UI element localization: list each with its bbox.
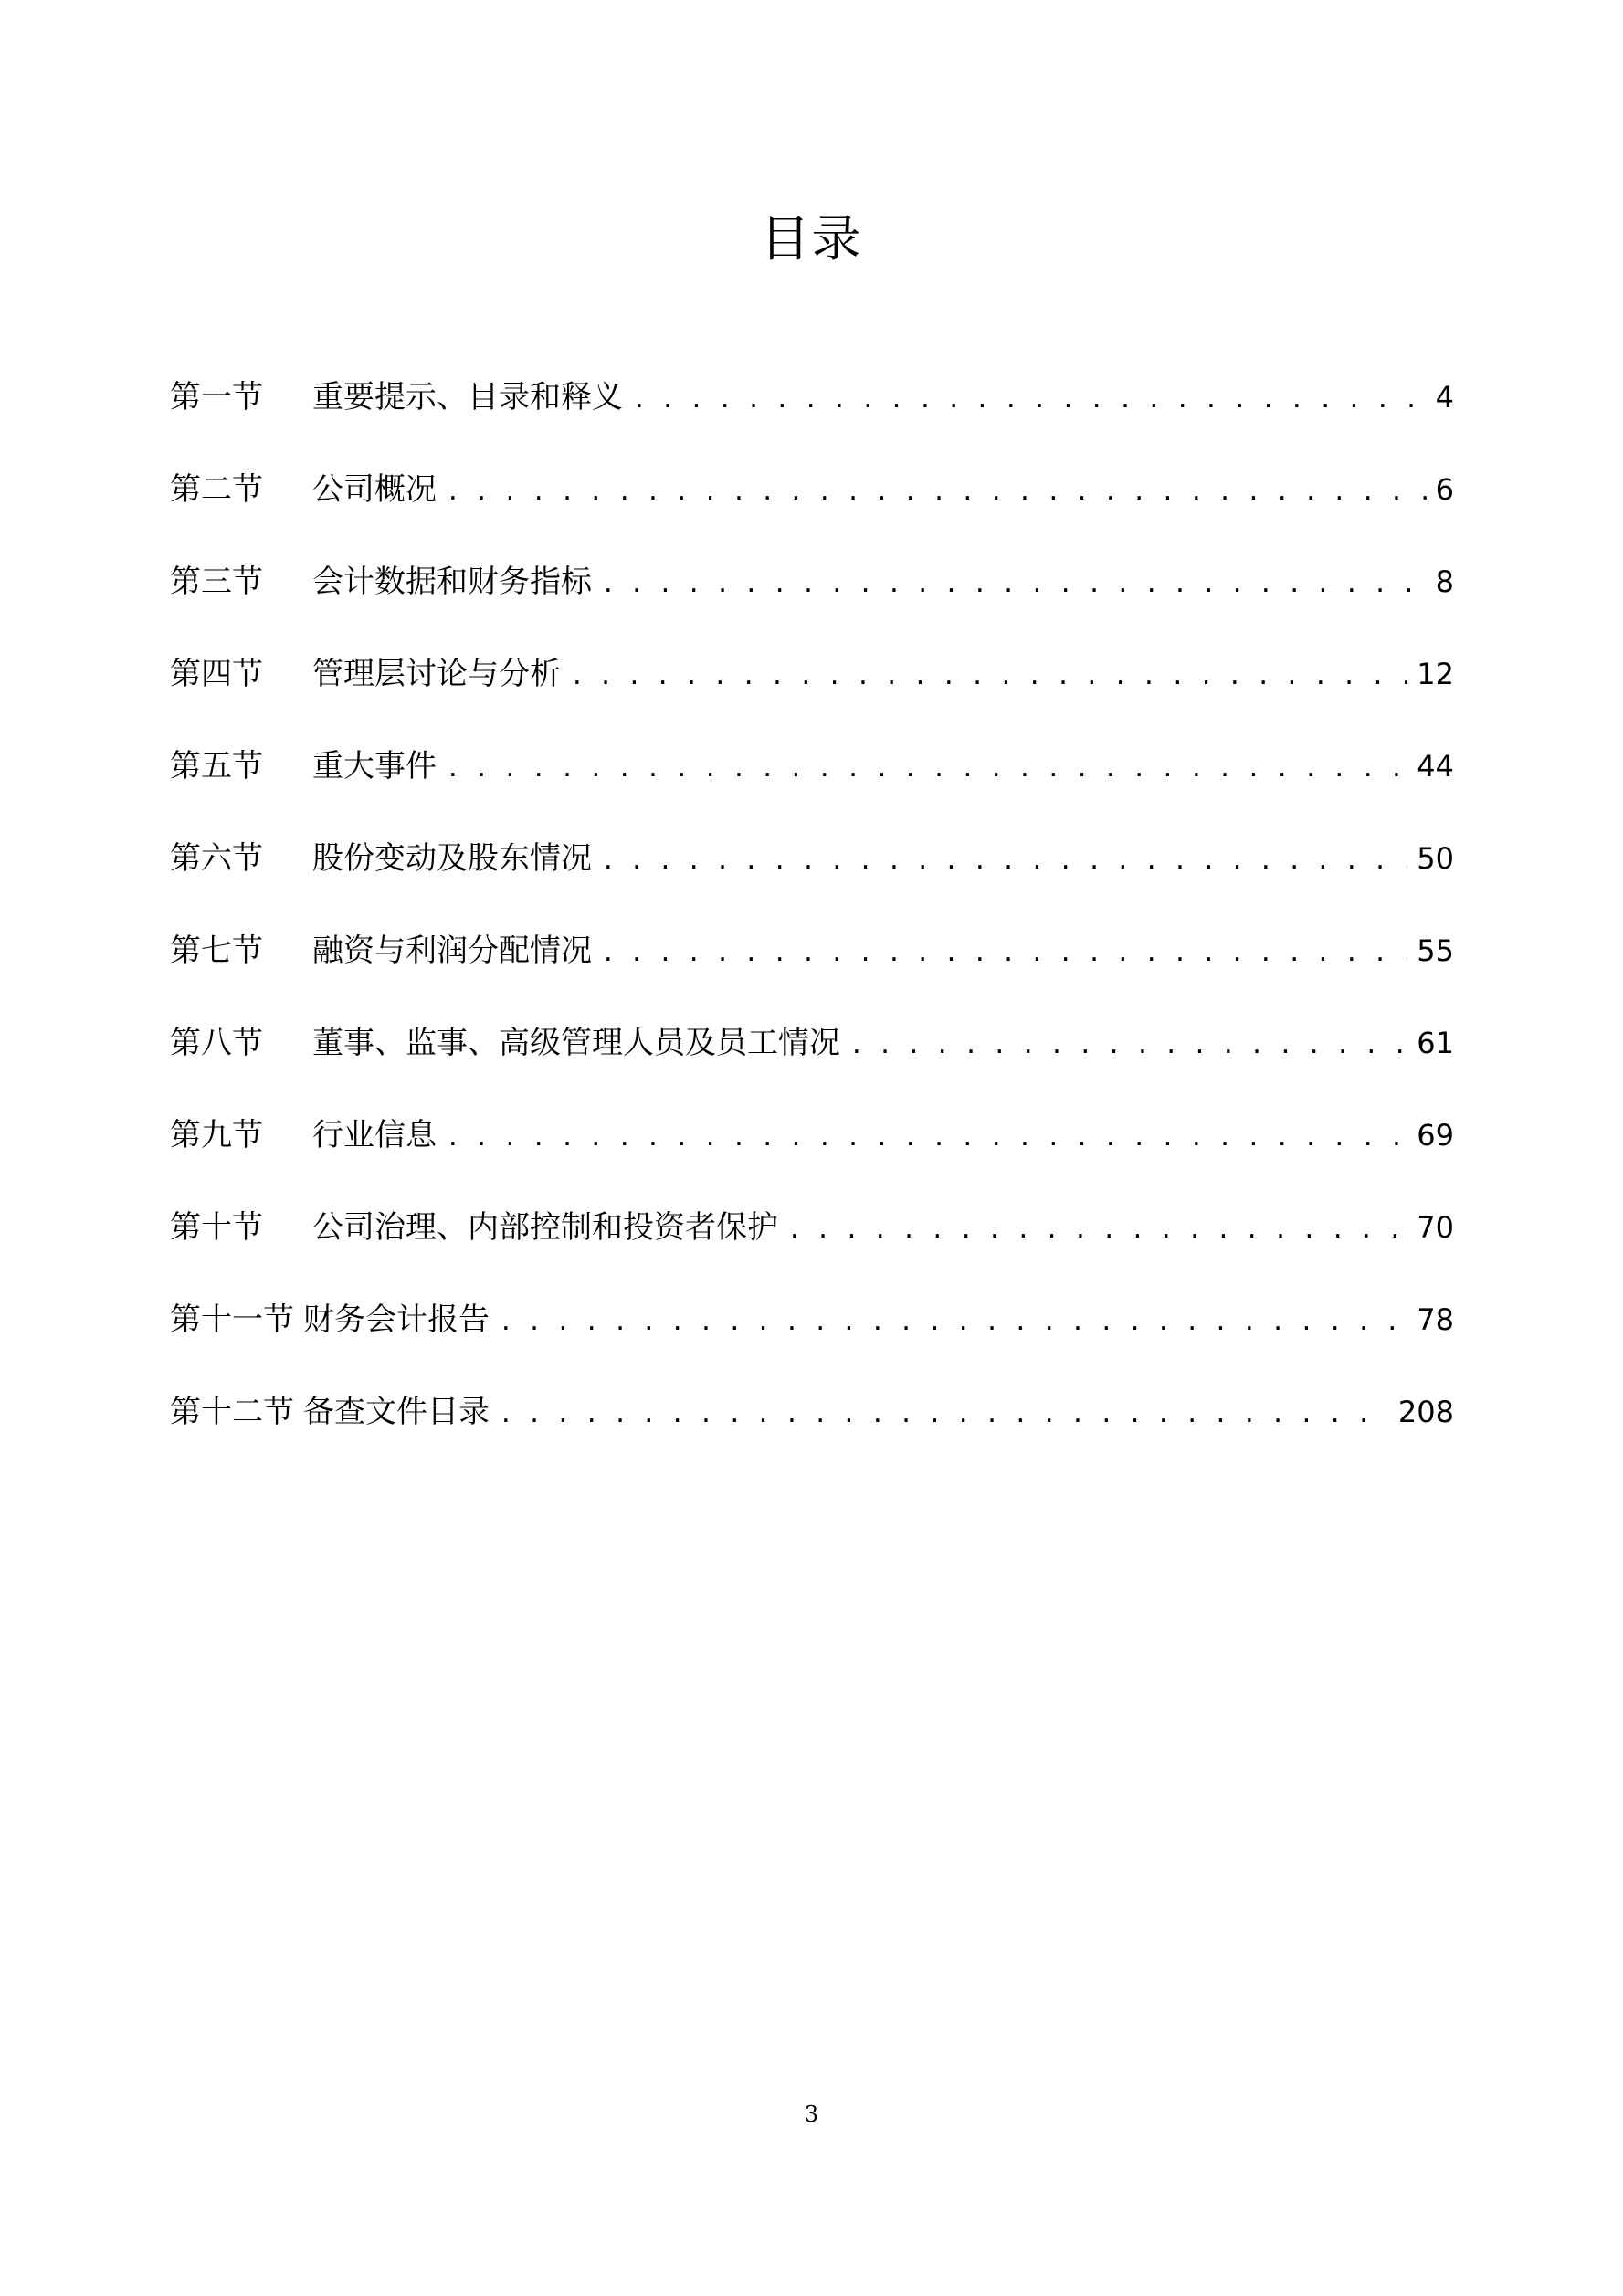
toc-entry[interactable]: [170, 831, 1454, 923]
toc-section-label: 第八节: [170, 1025, 263, 1061]
toc-section-label: 第七节: [170, 932, 263, 969]
toc-entry[interactable]: [170, 1292, 1454, 1385]
toc-entry[interactable]: [170, 1108, 1454, 1200]
toc-page-number: 4: [1435, 380, 1454, 415]
toc-entry[interactable]: [170, 554, 1454, 647]
toc-entry[interactable]: [170, 462, 1454, 554]
toc-entry[interactable]: [170, 370, 1454, 462]
toc-page-number: 208: [1397, 1395, 1454, 1429]
toc-section-label: 第十一节: [170, 1301, 294, 1338]
toc-section-label: 第四节: [170, 656, 263, 692]
toc-section-label: 第六节: [170, 840, 263, 877]
toc-dot-leader: [446, 465, 1427, 520]
toc-entry-title: 备查文件目录: [303, 1394, 490, 1430]
toc-dot-leader: [601, 926, 1407, 981]
toc-entry-title: 重大事件: [312, 748, 437, 785]
toc-dot-leader: [601, 834, 1407, 889]
toc-section-label: 第五节: [170, 748, 263, 785]
toc-section-label: 第十二节: [170, 1394, 294, 1430]
toc-entry[interactable]: [170, 1016, 1454, 1108]
toc-dot-leader: [499, 1295, 1407, 1350]
table-of-contents: [170, 370, 1454, 1477]
toc-entry[interactable]: [170, 647, 1454, 739]
toc-entry[interactable]: [170, 1200, 1454, 1292]
toc-entry-title: 董事、监事、高级管理人员及员工情况: [312, 1025, 840, 1061]
toc-dot-leader: [632, 373, 1427, 427]
toc-dot-leader: [446, 1111, 1407, 1165]
toc-entry-title: 股份变动及股东情况: [312, 840, 592, 877]
toc-page-number: 12: [1417, 657, 1454, 691]
toc-page-number: 8: [1435, 564, 1454, 599]
toc-entry-title: 公司治理、内部控制和投资者保护: [312, 1209, 778, 1246]
toc-dot-leader: [787, 1203, 1407, 1258]
toc-section-label: 第九节: [170, 1117, 263, 1153]
toc-entry-title: 会计数据和财务指标: [312, 563, 592, 600]
toc-section-label: 第三节: [170, 563, 263, 600]
toc-entry-title: 融资与利润分配情况: [312, 932, 592, 969]
toc-entry-title: 重要提示、目录和释义: [312, 379, 623, 416]
toc-entry[interactable]: [170, 923, 1454, 1016]
toc-entry-title: 财务会计报告: [303, 1301, 490, 1338]
toc-dot-leader: [499, 1387, 1389, 1442]
toc-page-number: 70: [1417, 1210, 1454, 1245]
toc-page-number: 44: [1417, 749, 1454, 784]
toc-entry[interactable]: [170, 1385, 1454, 1477]
toc-dot-leader: [601, 557, 1427, 612]
toc-page-number: 69: [1417, 1118, 1454, 1153]
toc-page-number: 61: [1417, 1026, 1454, 1060]
toc-dot-leader: [446, 742, 1407, 796]
toc-page-number: 55: [1417, 933, 1454, 968]
toc-entry[interactable]: [170, 739, 1454, 831]
toc-section-label: 第二节: [170, 471, 263, 508]
toc-section-label: 第十节: [170, 1209, 263, 1246]
toc-dot-leader: [849, 1018, 1407, 1073]
page-number: 3: [804, 2101, 819, 2127]
toc-section-label: 第一节: [170, 379, 263, 416]
toc-dot-leader: [570, 649, 1407, 704]
toc-page-number: 78: [1417, 1302, 1454, 1337]
toc-entry-title: 行业信息: [312, 1117, 437, 1153]
toc-page-number: 6: [1435, 472, 1454, 507]
toc-entry-title: 公司概况: [312, 471, 437, 508]
toc-page-number: 50: [1417, 841, 1454, 876]
toc-entry-title: 管理层讨论与分析: [312, 656, 561, 692]
page-title: 目录: [760, 210, 863, 268]
